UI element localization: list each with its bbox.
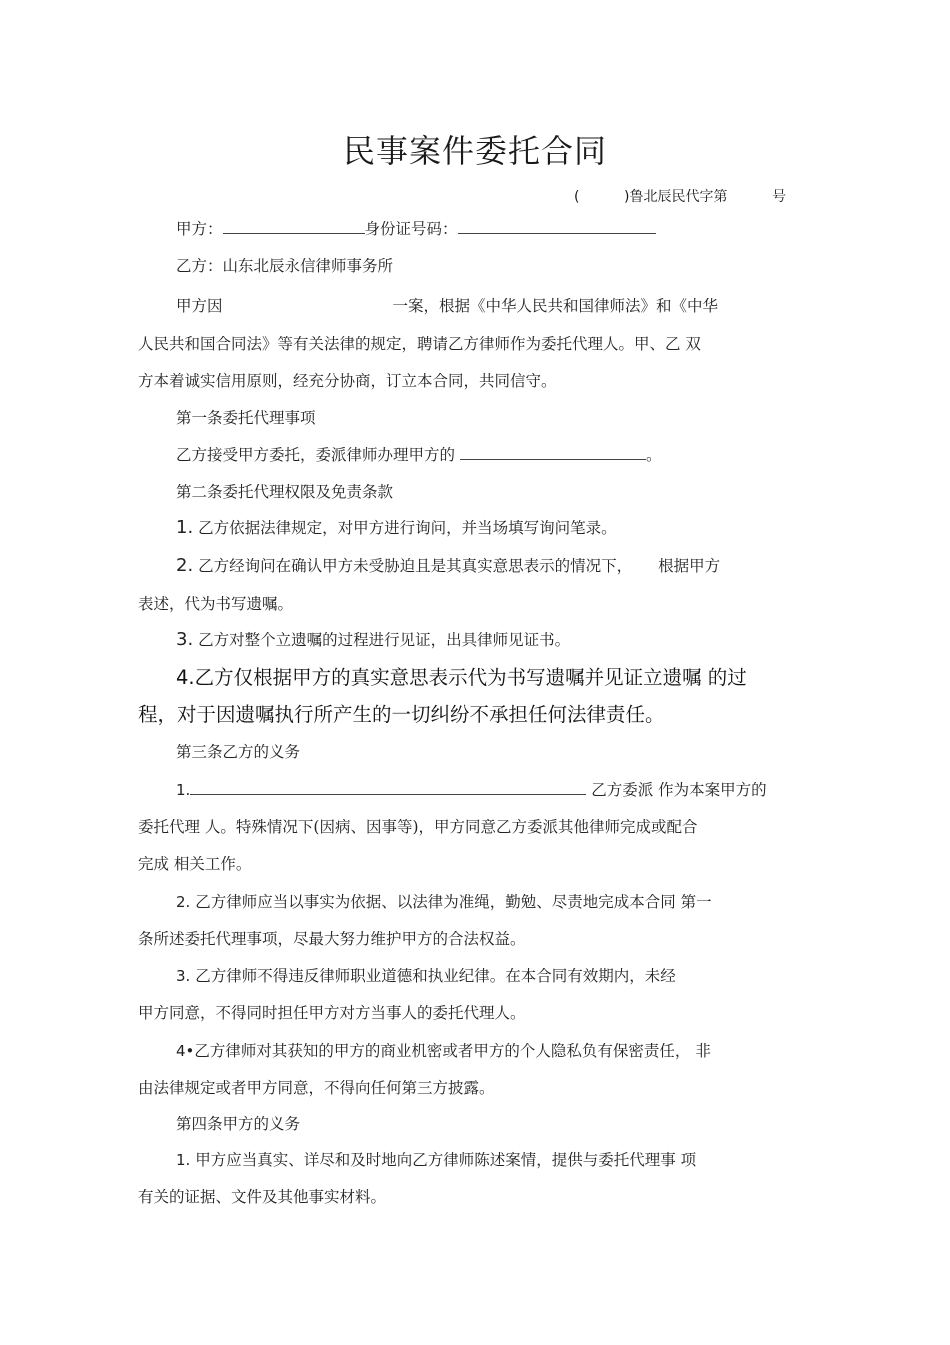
party-a-label: 甲方： xyxy=(176,220,223,238)
article-2-heading: 第二条委托代理权限及免责条款 xyxy=(176,483,394,501)
preamble-line-2: 人民共和国合同法》等有关法律的规定，聘请乙方律师作为委托代理人。甲、乙 双 xyxy=(138,335,701,353)
party-a-id-blank[interactable] xyxy=(458,219,656,234)
item-number: 4. xyxy=(176,666,195,689)
document-title: 民事案件委托合同 xyxy=(342,132,607,170)
preamble-line-1 xyxy=(176,296,816,316)
case-number xyxy=(574,186,786,206)
item-number: 4• xyxy=(176,1042,195,1060)
item-text-b: 根据甲方 xyxy=(658,557,721,575)
article-1-heading: 第一条委托代理事项 xyxy=(176,409,316,427)
item-number: 1. xyxy=(176,781,191,799)
article-1-text: 乙方接受甲方委托，委派律师办理甲方的 xyxy=(176,446,456,464)
article-3-item-2-cont: 条所述委托代理事项，尽最大努力维护甲方的合法权益。 xyxy=(138,930,526,948)
article-3-item-4-cont: 由法律规定或者甲方同意，不得向任何第三方披露。 xyxy=(138,1079,495,1097)
article-2-item-2 xyxy=(176,556,816,576)
case-number-suffix: 号 xyxy=(771,189,786,205)
article-2-item-2-cont: 表述，代为书写遗嘱。 xyxy=(138,595,294,613)
item-text: 乙方经询问在确认甲方未受胁迫且是其真实意思表示的情况下， xyxy=(198,557,633,575)
preamble-line-1-rest: 一案，根据《中华人民共和国律师法》和《中华 xyxy=(392,297,719,315)
article-2-item-1 xyxy=(176,518,816,538)
item-text: 乙方委派 作为本案甲方的 xyxy=(591,781,767,799)
article-4-item-1 xyxy=(176,1150,816,1170)
article-2-item-4-cont: 程，对于因遗嘱执行所产生的一切纠纷不承担任何法律责任。 xyxy=(138,703,665,726)
article-3-item-1-blank[interactable] xyxy=(190,780,586,795)
article-3-item-3-cont: 甲方同意，不得同时担任甲方对方当事人的委托代理人。 xyxy=(138,1004,526,1022)
item-text: 甲方应当真实、详尽和及时地向乙方律师陈述案情，提供与委托代理事 项 xyxy=(195,1151,697,1169)
party-a-line xyxy=(176,219,816,239)
article-1-body xyxy=(176,445,816,465)
item-text: 乙方依据法律规定，对甲方进行询问，并当场填写询问笔录。 xyxy=(198,519,617,537)
article-2-item-3 xyxy=(176,630,816,650)
item-text: 乙方仅根据甲方的真实意思表示代为书写遗嘱并见证立遗嘱 的过 xyxy=(194,666,747,689)
article-3-item-1 xyxy=(176,780,816,800)
article-3-heading: 第三条乙方的义务 xyxy=(176,743,301,761)
party-b-line: 乙方：山东北辰永信律师事务所 xyxy=(176,257,394,275)
item-number: 1. xyxy=(176,517,194,538)
article-2-item-4 xyxy=(176,666,816,690)
item-number: 2. xyxy=(176,555,194,576)
item-number: 3. xyxy=(176,629,194,650)
article-3-item-3 xyxy=(176,966,816,986)
item-number: 3. xyxy=(176,967,191,985)
item-text: 乙方律师对其获知的甲方的商业机密或者甲方的个人隐私负有保密责任， 非 xyxy=(194,1042,711,1060)
case-number-text: )鲁北辰民代字第 xyxy=(623,189,728,205)
article-3-item-1-cont-1: 委托代理 人。特殊情况下(因病、因事等)，甲方同意乙方委派其他律师完成或配合 xyxy=(138,818,698,836)
article-3-item-1-cont-2: 完成 相关工作。 xyxy=(138,855,252,873)
preamble-line-3: 方本着诚实信用原则，经充分协商，订立本合同，共同信守。 xyxy=(138,372,557,390)
article-1-end: 。 xyxy=(645,446,662,464)
party-a-id-label: 身份证号码： xyxy=(364,220,458,238)
article-1-blank[interactable] xyxy=(460,445,646,460)
item-text: 乙方律师应当以事实为依据、以法律为准绳，勤勉、尽责地完成本合同 第一 xyxy=(195,893,712,911)
item-text: 乙方律师不得违反律师职业道德和执业纪律。在本合同有效期内，未经 xyxy=(195,967,676,985)
article-4-item-1-cont: 有关的证据、文件及其他事实材料。 xyxy=(138,1188,387,1206)
case-number-open: ( xyxy=(574,189,580,205)
item-number: 2. xyxy=(176,893,191,911)
item-number: 1. xyxy=(176,1151,191,1169)
preamble-start: 甲方因 xyxy=(176,297,223,315)
item-text: 乙方对整个立遗嘱的过程进行见证，出具律师见证书。 xyxy=(198,631,571,649)
party-a-name-blank[interactable] xyxy=(223,219,365,234)
article-3-item-4 xyxy=(176,1041,816,1061)
article-3-item-2 xyxy=(176,892,816,912)
article-4-heading: 第四条甲方的义务 xyxy=(176,1115,301,1133)
